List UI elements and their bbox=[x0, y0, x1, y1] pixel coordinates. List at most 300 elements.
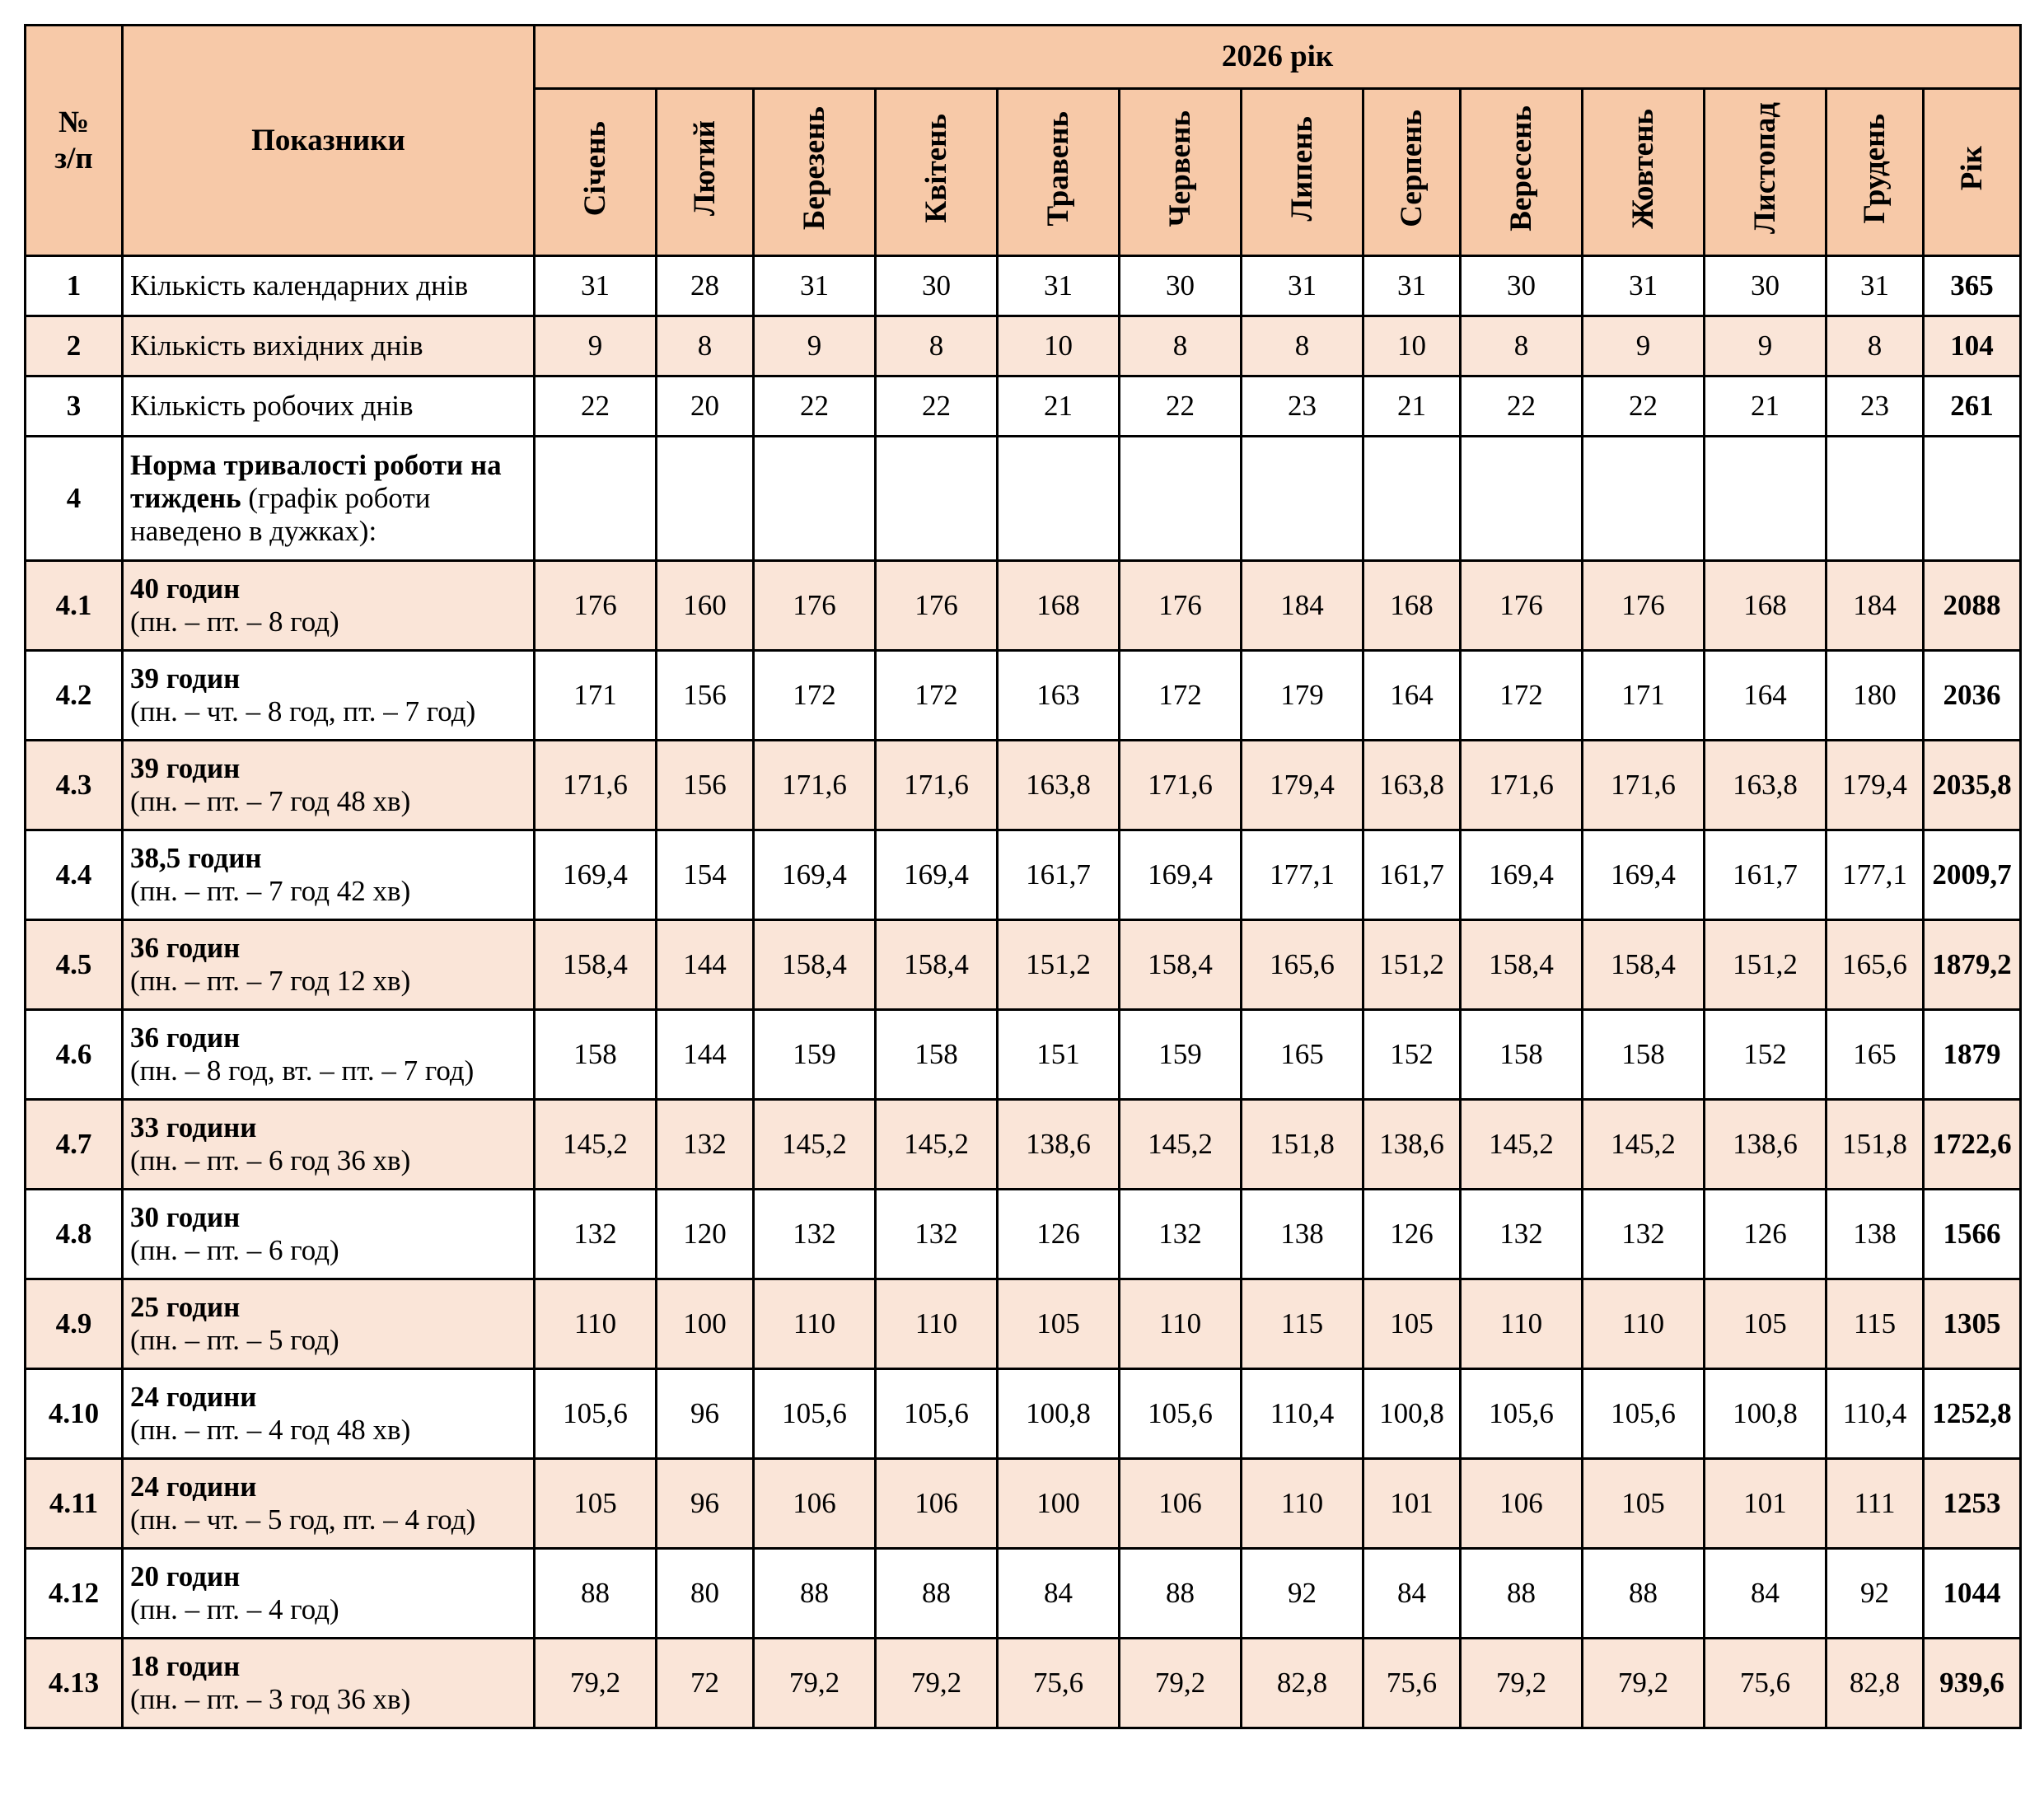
month-value-9: 172 bbox=[1461, 651, 1583, 741]
month-value-3 bbox=[754, 437, 876, 561]
row-indicator bbox=[123, 1549, 535, 1639]
month-value-11: 138,6 bbox=[1705, 1100, 1827, 1190]
month-value-6: 159 bbox=[1120, 1010, 1242, 1100]
weekly-hours-title: 24 години bbox=[130, 1471, 257, 1503]
row-indicator bbox=[123, 376, 535, 437]
header-number-column bbox=[26, 26, 123, 256]
month-value-1: 145,2 bbox=[535, 1100, 657, 1190]
month-value-5: 163,8 bbox=[998, 741, 1120, 830]
row-number: 4.11 bbox=[26, 1459, 123, 1549]
month-value-11: 105 bbox=[1705, 1279, 1827, 1369]
indicator-label-bold: Норма тривалості роботи на тиждень bbox=[130, 449, 502, 514]
month-value-5: 84 bbox=[998, 1549, 1120, 1639]
month-value-2: 144 bbox=[657, 1010, 754, 1100]
month-value-6: 79,2 bbox=[1120, 1639, 1242, 1728]
table-body bbox=[26, 256, 2021, 1728]
header-month-12 bbox=[1827, 89, 1924, 256]
month-value-4: 158,4 bbox=[876, 920, 998, 1010]
year-total: 2088 bbox=[1924, 561, 2021, 651]
work-schedule: (пн. – пт. – 3 год 36 хв) bbox=[130, 1683, 411, 1715]
month-value-10: 132 bbox=[1583, 1190, 1705, 1279]
header-number-abbr: з/п bbox=[54, 141, 93, 175]
month-value-12: 92 bbox=[1827, 1549, 1924, 1639]
table-row bbox=[26, 830, 2021, 920]
month-value-9: 145,2 bbox=[1461, 1100, 1583, 1190]
month-value-7: 179 bbox=[1242, 651, 1363, 741]
month-value-12: 23 bbox=[1827, 376, 1924, 437]
month-value-5 bbox=[998, 437, 1120, 561]
month-value-9: 106 bbox=[1461, 1459, 1583, 1549]
month-value-10: 176 bbox=[1583, 561, 1705, 651]
work-schedule: (пн. – пт. – 7 год 48 хв) bbox=[130, 785, 411, 817]
month-value-3: 105,6 bbox=[754, 1369, 876, 1459]
month-value-10: 88 bbox=[1583, 1549, 1705, 1639]
month-value-8: 152 bbox=[1363, 1010, 1461, 1100]
weekly-hours-title: 39 годин bbox=[130, 662, 241, 694]
month-value-7: 110,4 bbox=[1242, 1369, 1363, 1459]
header-month-label: Вересень bbox=[1504, 105, 1538, 231]
month-value-8: 105 bbox=[1363, 1279, 1461, 1369]
month-value-11: 21 bbox=[1705, 376, 1827, 437]
header-month-label: Серпень bbox=[1394, 110, 1429, 227]
work-hours-norm-table bbox=[24, 24, 2022, 1729]
month-value-9: 8 bbox=[1461, 316, 1583, 376]
row-indicator bbox=[123, 1279, 535, 1369]
month-value-2: 120 bbox=[657, 1190, 754, 1279]
month-value-4: 132 bbox=[876, 1190, 998, 1279]
year-total: 1879 bbox=[1924, 1010, 2021, 1100]
row-indicator bbox=[123, 1100, 535, 1190]
month-value-6: 176 bbox=[1120, 561, 1242, 651]
month-value-11: 75,6 bbox=[1705, 1639, 1827, 1728]
month-value-5: 151,2 bbox=[998, 920, 1120, 1010]
month-value-6: 88 bbox=[1120, 1549, 1242, 1639]
month-value-7 bbox=[1242, 437, 1363, 561]
month-value-3: 88 bbox=[754, 1549, 876, 1639]
header-month-label: Січень bbox=[578, 120, 612, 217]
work-schedule: (пн. – пт. – 4 год 48 хв) bbox=[130, 1414, 411, 1446]
month-value-4: 79,2 bbox=[876, 1639, 998, 1728]
month-value-2: 28 bbox=[657, 256, 754, 316]
month-value-2: 156 bbox=[657, 741, 754, 830]
month-value-8: 101 bbox=[1363, 1459, 1461, 1549]
month-value-2: 132 bbox=[657, 1100, 754, 1190]
weekly-hours-title: 38,5 годин bbox=[130, 842, 262, 874]
row-indicator bbox=[123, 1459, 535, 1549]
month-value-11: 100,8 bbox=[1705, 1369, 1827, 1459]
header-month-label: Квітень bbox=[919, 114, 953, 223]
month-value-3: 158,4 bbox=[754, 920, 876, 1010]
month-value-9: 79,2 bbox=[1461, 1639, 1583, 1728]
month-value-12: 31 bbox=[1827, 256, 1924, 316]
month-value-7: 184 bbox=[1242, 561, 1363, 651]
header-month-1 bbox=[535, 89, 657, 256]
month-value-3: 22 bbox=[754, 376, 876, 437]
month-value-9: 30 bbox=[1461, 256, 1583, 316]
month-value-11 bbox=[1705, 437, 1827, 561]
table-row bbox=[26, 741, 2021, 830]
month-value-5: 31 bbox=[998, 256, 1120, 316]
header-indicators: Показники bbox=[123, 26, 535, 256]
month-value-5: 10 bbox=[998, 316, 1120, 376]
month-value-8: 21 bbox=[1363, 376, 1461, 437]
month-value-3: 176 bbox=[754, 561, 876, 651]
month-value-8: 100,8 bbox=[1363, 1369, 1461, 1459]
work-schedule: (пн. – пт. – 4 год) bbox=[130, 1593, 339, 1625]
row-number: 4.3 bbox=[26, 741, 123, 830]
month-value-9: 22 bbox=[1461, 376, 1583, 437]
month-value-4: 110 bbox=[876, 1279, 998, 1369]
month-value-5: 151 bbox=[998, 1010, 1120, 1100]
month-value-3: 172 bbox=[754, 651, 876, 741]
month-value-9: 158,4 bbox=[1461, 920, 1583, 1010]
month-value-2: 72 bbox=[657, 1639, 754, 1728]
row-indicator bbox=[123, 316, 535, 376]
indicator-label: Кількість календарних днів bbox=[130, 269, 469, 302]
month-value-9: 110 bbox=[1461, 1279, 1583, 1369]
month-value-8: 161,7 bbox=[1363, 830, 1461, 920]
month-value-8 bbox=[1363, 437, 1461, 561]
month-value-8: 126 bbox=[1363, 1190, 1461, 1279]
table-row bbox=[26, 651, 2021, 741]
weekly-hours-title: 40 годин bbox=[130, 573, 241, 605]
month-value-3: 145,2 bbox=[754, 1100, 876, 1190]
header-year-total-label: Рік bbox=[1954, 146, 1989, 191]
table-row bbox=[26, 1279, 2021, 1369]
month-value-6: 106 bbox=[1120, 1459, 1242, 1549]
month-value-10: 169,4 bbox=[1583, 830, 1705, 920]
indicator-label: Кількість вихідних днів bbox=[130, 330, 423, 362]
month-value-8: 138,6 bbox=[1363, 1100, 1461, 1190]
month-value-3: 106 bbox=[754, 1459, 876, 1549]
year-total: 104 bbox=[1924, 316, 2021, 376]
row-number: 4 bbox=[26, 437, 123, 561]
month-value-7: 179,4 bbox=[1242, 741, 1363, 830]
header-month-label: Липень bbox=[1284, 115, 1319, 222]
month-value-12 bbox=[1827, 437, 1924, 561]
year-total: 2035,8 bbox=[1924, 741, 2021, 830]
month-value-1: 9 bbox=[535, 316, 657, 376]
month-value-10: 171 bbox=[1583, 651, 1705, 741]
month-value-12: 179,4 bbox=[1827, 741, 1924, 830]
month-value-11: 9 bbox=[1705, 316, 1827, 376]
work-schedule: (пн. – пт. – 7 год 12 хв) bbox=[130, 965, 411, 997]
month-value-10 bbox=[1583, 437, 1705, 561]
month-value-1: 169,4 bbox=[535, 830, 657, 920]
month-value-12: 115 bbox=[1827, 1279, 1924, 1369]
month-value-8: 168 bbox=[1363, 561, 1461, 651]
month-value-8: 84 bbox=[1363, 1549, 1461, 1639]
month-value-7: 92 bbox=[1242, 1549, 1363, 1639]
month-value-4: 176 bbox=[876, 561, 998, 651]
month-value-1: 132 bbox=[535, 1190, 657, 1279]
month-value-1: 171,6 bbox=[535, 741, 657, 830]
row-number: 4.1 bbox=[26, 561, 123, 651]
month-value-5: 138,6 bbox=[998, 1100, 1120, 1190]
month-value-9 bbox=[1461, 437, 1583, 561]
month-value-8: 31 bbox=[1363, 256, 1461, 316]
table-row bbox=[26, 561, 2021, 651]
month-value-12: 180 bbox=[1827, 651, 1924, 741]
month-value-11: 163,8 bbox=[1705, 741, 1827, 830]
header-month-10 bbox=[1583, 89, 1705, 256]
month-value-12: 8 bbox=[1827, 316, 1924, 376]
header-month-label: Червень bbox=[1162, 110, 1197, 227]
month-value-1: 158,4 bbox=[535, 920, 657, 1010]
header-month-4 bbox=[876, 89, 998, 256]
weekly-hours-title: 24 години bbox=[130, 1381, 257, 1413]
month-value-2: 156 bbox=[657, 651, 754, 741]
month-value-7: 115 bbox=[1242, 1279, 1363, 1369]
row-number: 4.13 bbox=[26, 1639, 123, 1728]
month-value-12: 177,1 bbox=[1827, 830, 1924, 920]
month-value-2: 100 bbox=[657, 1279, 754, 1369]
header-month-11 bbox=[1705, 89, 1827, 256]
month-value-12: 82,8 bbox=[1827, 1639, 1924, 1728]
month-value-10: 158,4 bbox=[1583, 920, 1705, 1010]
year-total: 1722,6 bbox=[1924, 1100, 2021, 1190]
year-total: 365 bbox=[1924, 256, 2021, 316]
weekly-hours-title: 18 годин bbox=[130, 1650, 241, 1682]
month-value-1: 31 bbox=[535, 256, 657, 316]
work-schedule: (пн. – чт. – 5 год, пт. – 4 год) bbox=[130, 1503, 476, 1536]
header-number-symbol: № bbox=[58, 105, 90, 139]
row-indicator bbox=[123, 1010, 535, 1100]
table-row bbox=[26, 1639, 2021, 1728]
table-row bbox=[26, 1549, 2021, 1639]
month-value-6: 132 bbox=[1120, 1190, 1242, 1279]
month-value-3: 9 bbox=[754, 316, 876, 376]
month-value-8: 163,8 bbox=[1363, 741, 1461, 830]
header-month-label: Грудень bbox=[1857, 113, 1892, 224]
table-row bbox=[26, 376, 2021, 437]
month-value-7: 151,8 bbox=[1242, 1100, 1363, 1190]
row-indicator bbox=[123, 920, 535, 1010]
month-value-5: 100,8 bbox=[998, 1369, 1120, 1459]
month-value-2: 96 bbox=[657, 1369, 754, 1459]
work-schedule: (пн. – 8 год, вт. – пт. – 7 год) bbox=[130, 1054, 475, 1087]
month-value-5: 105 bbox=[998, 1279, 1120, 1369]
month-value-1: 79,2 bbox=[535, 1639, 657, 1728]
month-value-6: 22 bbox=[1120, 376, 1242, 437]
month-value-11: 84 bbox=[1705, 1549, 1827, 1639]
month-value-12: 165,6 bbox=[1827, 920, 1924, 1010]
row-number: 4.9 bbox=[26, 1279, 123, 1369]
work-schedule: (пн. – пт. – 5 год) bbox=[130, 1324, 339, 1356]
month-value-4: 22 bbox=[876, 376, 998, 437]
row-indicator bbox=[123, 561, 535, 651]
header-month-label: Лютий bbox=[687, 120, 722, 217]
row-indicator bbox=[123, 256, 535, 316]
year-total: 1044 bbox=[1924, 1549, 2021, 1639]
row-number: 4.10 bbox=[26, 1369, 123, 1459]
month-value-9: 171,6 bbox=[1461, 741, 1583, 830]
month-value-2: 160 bbox=[657, 561, 754, 651]
month-value-4: 8 bbox=[876, 316, 998, 376]
month-value-10: 79,2 bbox=[1583, 1639, 1705, 1728]
month-value-1: 110 bbox=[535, 1279, 657, 1369]
month-value-7: 23 bbox=[1242, 376, 1363, 437]
month-value-4: 172 bbox=[876, 651, 998, 741]
row-indicator bbox=[123, 830, 535, 920]
row-number: 4.5 bbox=[26, 920, 123, 1010]
month-value-8: 75,6 bbox=[1363, 1639, 1461, 1728]
year-total bbox=[1924, 437, 2021, 561]
month-value-7: 31 bbox=[1242, 256, 1363, 316]
month-value-12: 111 bbox=[1827, 1459, 1924, 1549]
month-value-10: 105,6 bbox=[1583, 1369, 1705, 1459]
month-value-5: 21 bbox=[998, 376, 1120, 437]
month-value-1: 105,6 bbox=[535, 1369, 657, 1459]
weekly-hours-title: 39 годин bbox=[130, 752, 241, 784]
table-row bbox=[26, 920, 2021, 1010]
row-number: 4.2 bbox=[26, 651, 123, 741]
month-value-10: 31 bbox=[1583, 256, 1705, 316]
row-indicator bbox=[123, 1639, 535, 1728]
month-value-10: 171,6 bbox=[1583, 741, 1705, 830]
month-value-1: 176 bbox=[535, 561, 657, 651]
month-value-3: 171,6 bbox=[754, 741, 876, 830]
header-month-label: Листопад bbox=[1747, 102, 1782, 235]
month-value-9: 158 bbox=[1461, 1010, 1583, 1100]
month-value-6: 169,4 bbox=[1120, 830, 1242, 920]
header-month-6 bbox=[1120, 89, 1242, 256]
month-value-7: 110 bbox=[1242, 1459, 1363, 1549]
month-value-2: 154 bbox=[657, 830, 754, 920]
weekly-hours-title: 20 годин bbox=[130, 1560, 241, 1592]
month-value-5: 75,6 bbox=[998, 1639, 1120, 1728]
month-value-11: 101 bbox=[1705, 1459, 1827, 1549]
indicator-label-note: (графік роботи наведено в дужках): bbox=[130, 482, 431, 547]
month-value-4: 145,2 bbox=[876, 1100, 998, 1190]
month-value-2: 20 bbox=[657, 376, 754, 437]
month-value-2: 96 bbox=[657, 1459, 754, 1549]
month-value-7: 165 bbox=[1242, 1010, 1363, 1100]
month-value-12: 165 bbox=[1827, 1010, 1924, 1100]
month-value-3: 79,2 bbox=[754, 1639, 876, 1728]
month-value-4: 105,6 bbox=[876, 1369, 998, 1459]
month-value-6: 110 bbox=[1120, 1279, 1242, 1369]
month-value-6: 158,4 bbox=[1120, 920, 1242, 1010]
month-value-3: 110 bbox=[754, 1279, 876, 1369]
month-value-5: 100 bbox=[998, 1459, 1120, 1549]
month-value-4: 88 bbox=[876, 1549, 998, 1639]
row-number: 3 bbox=[26, 376, 123, 437]
row-indicator bbox=[123, 651, 535, 741]
header-year: 2026 рік bbox=[535, 26, 2021, 89]
year-total: 939,6 bbox=[1924, 1639, 2021, 1728]
header-month-8 bbox=[1363, 89, 1461, 256]
month-value-9: 169,4 bbox=[1461, 830, 1583, 920]
row-indicator bbox=[123, 1190, 535, 1279]
month-value-2: 8 bbox=[657, 316, 754, 376]
weekly-hours-title: 36 годин bbox=[130, 1022, 241, 1054]
month-value-12: 151,8 bbox=[1827, 1100, 1924, 1190]
row-number: 1 bbox=[26, 256, 123, 316]
weekly-hours-title: 36 годин bbox=[130, 932, 241, 964]
year-total: 2036 bbox=[1924, 651, 2021, 741]
work-hours-table-container bbox=[24, 24, 2019, 1779]
month-value-4: 158 bbox=[876, 1010, 998, 1100]
month-value-4: 169,4 bbox=[876, 830, 998, 920]
row-indicator bbox=[123, 437, 535, 561]
header-month-9 bbox=[1461, 89, 1583, 256]
month-value-9: 132 bbox=[1461, 1190, 1583, 1279]
month-value-4: 171,6 bbox=[876, 741, 998, 830]
month-value-11: 152 bbox=[1705, 1010, 1827, 1100]
month-value-10: 105 bbox=[1583, 1459, 1705, 1549]
month-value-11: 126 bbox=[1705, 1190, 1827, 1279]
month-value-3: 159 bbox=[754, 1010, 876, 1100]
year-total: 1305 bbox=[1924, 1279, 2021, 1369]
weekly-hours-title: 25 годин bbox=[130, 1291, 241, 1323]
row-number: 4.4 bbox=[26, 830, 123, 920]
month-value-6 bbox=[1120, 437, 1242, 561]
header-month-2 bbox=[657, 89, 754, 256]
month-value-11: 164 bbox=[1705, 651, 1827, 741]
header-month-3 bbox=[754, 89, 876, 256]
table-row bbox=[26, 437, 2021, 561]
month-value-10: 158 bbox=[1583, 1010, 1705, 1100]
month-value-8: 10 bbox=[1363, 316, 1461, 376]
month-value-11: 151,2 bbox=[1705, 920, 1827, 1010]
month-value-1: 88 bbox=[535, 1549, 657, 1639]
month-value-1: 105 bbox=[535, 1459, 657, 1549]
work-schedule: (пн. – пт. – 8 год) bbox=[130, 606, 339, 638]
month-value-4 bbox=[876, 437, 998, 561]
header-month-label: Жовтень bbox=[1625, 108, 1660, 229]
month-value-11: 30 bbox=[1705, 256, 1827, 316]
month-value-1 bbox=[535, 437, 657, 561]
table-row bbox=[26, 1190, 2021, 1279]
table-row bbox=[26, 256, 2021, 316]
month-value-7: 82,8 bbox=[1242, 1639, 1363, 1728]
row-number: 4.6 bbox=[26, 1010, 123, 1100]
year-total: 1253 bbox=[1924, 1459, 2021, 1549]
month-value-7: 138 bbox=[1242, 1190, 1363, 1279]
year-total: 2009,7 bbox=[1924, 830, 2021, 920]
weekly-hours-title: 30 годин bbox=[130, 1201, 241, 1233]
header-month-7 bbox=[1242, 89, 1363, 256]
work-schedule: (пн. – пт. – 6 год) bbox=[130, 1234, 339, 1266]
work-schedule: (пн. – чт. – 8 год, пт. – 7 год) bbox=[130, 695, 476, 727]
month-value-5: 161,7 bbox=[998, 830, 1120, 920]
table-row bbox=[26, 316, 2021, 376]
month-value-1: 171 bbox=[535, 651, 657, 741]
month-value-9: 88 bbox=[1461, 1549, 1583, 1639]
row-number: 4.12 bbox=[26, 1549, 123, 1639]
weekly-hours-title: 33 години bbox=[130, 1111, 257, 1143]
month-value-4: 106 bbox=[876, 1459, 998, 1549]
row-number: 4.7 bbox=[26, 1100, 123, 1190]
month-value-6: 8 bbox=[1120, 316, 1242, 376]
month-value-9: 176 bbox=[1461, 561, 1583, 651]
month-value-10: 110 bbox=[1583, 1279, 1705, 1369]
row-indicator bbox=[123, 741, 535, 830]
month-value-2: 80 bbox=[657, 1549, 754, 1639]
month-value-3: 132 bbox=[754, 1190, 876, 1279]
month-value-7: 8 bbox=[1242, 316, 1363, 376]
month-value-12: 184 bbox=[1827, 561, 1924, 651]
work-schedule: (пн. – пт. – 7 год 42 хв) bbox=[130, 875, 411, 907]
month-value-7: 177,1 bbox=[1242, 830, 1363, 920]
row-number: 4.8 bbox=[26, 1190, 123, 1279]
year-total: 1879,2 bbox=[1924, 920, 2021, 1010]
month-value-7: 165,6 bbox=[1242, 920, 1363, 1010]
indicator-label: Кількість робочих днів bbox=[130, 390, 414, 422]
row-indicator bbox=[123, 1369, 535, 1459]
header-year-total bbox=[1924, 89, 2021, 256]
